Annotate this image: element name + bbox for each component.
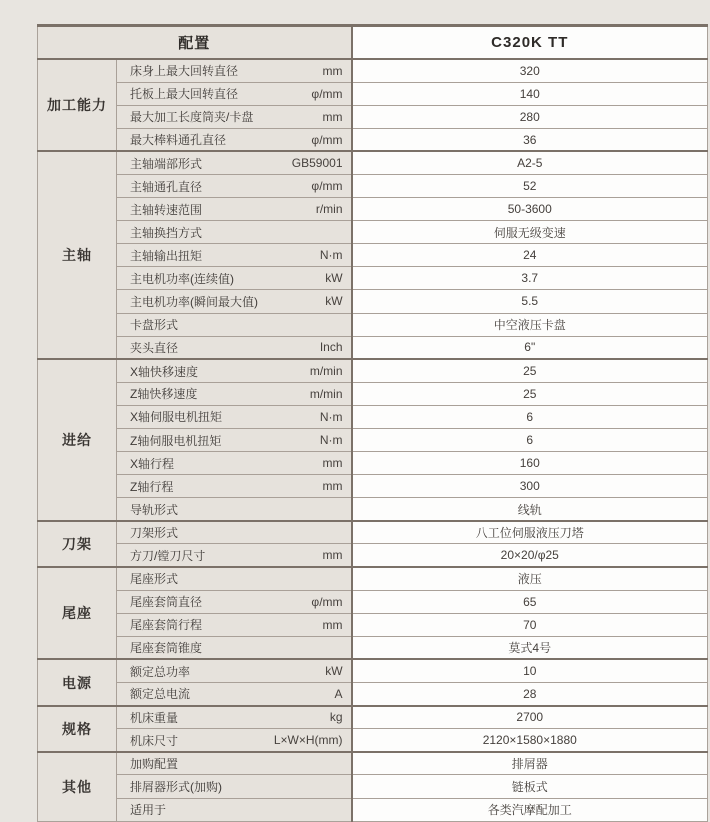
spec-label: X轴快移速度 [130, 364, 199, 379]
spec-name-inner [117, 293, 351, 310]
spec-unit: φ/mm [311, 132, 343, 147]
spec-label: 机床重量 [130, 710, 179, 725]
header-row [38, 26, 708, 60]
spec-name-inner [117, 524, 351, 541]
spec-name-inner [117, 778, 351, 795]
spec-name-inner [117, 339, 351, 356]
spec-label: 托板上最大回转直径 [130, 87, 239, 102]
spec-name-cell [117, 82, 352, 105]
spec-label: 主轴换挡方式 [130, 225, 203, 240]
spec-value-cell: 20×20/φ25 [352, 544, 708, 567]
spec-row [38, 405, 708, 428]
spec-value-cell: 36 [352, 128, 708, 151]
spec-value-cell: 10 [352, 659, 708, 682]
spec-name-inner [117, 270, 351, 287]
spec-unit: N·m [319, 433, 343, 448]
spec-label: Z轴行程 [130, 479, 174, 494]
spec-label: 主电机功率(连续值) [130, 271, 234, 286]
spec-label: 尾座套筒行程 [130, 618, 203, 633]
spec-unit: kW [325, 294, 343, 309]
spec-name-inner [117, 178, 351, 195]
spec-value-cell: 液压 [352, 567, 708, 590]
spec-name-inner [117, 85, 351, 102]
spec-row [38, 590, 708, 613]
spec-name-cell [117, 775, 352, 798]
spec-name-inner [117, 385, 351, 402]
spec-value-cell: 70 [352, 613, 708, 636]
category-cell: 尾座 [38, 567, 117, 659]
spec-value-cell: 6 [352, 405, 708, 428]
spec-name-cell [117, 659, 352, 682]
spec-value-cell: 50-3600 [352, 198, 708, 221]
spec-row [38, 683, 708, 706]
spec-name-inner [117, 547, 351, 564]
spec-unit: kg [329, 710, 343, 725]
spec-name-inner [117, 247, 351, 264]
spec-label: 床身上最大回转直径 [130, 64, 239, 79]
machine-spec-table [37, 24, 708, 822]
spec-name-cell [117, 382, 352, 405]
spec-row [38, 636, 708, 659]
spec-row [38, 567, 708, 590]
spec-label: 主轴输出扭矩 [130, 248, 203, 263]
spec-name-inner [117, 201, 351, 218]
spec-value-cell: 2700 [352, 706, 708, 729]
spec-value-cell: 140 [352, 82, 708, 105]
spec-value-cell: 65 [352, 590, 708, 613]
spec-unit: mm [322, 617, 343, 632]
spec-value-cell: 300 [352, 475, 708, 498]
spec-value-cell: 5.5 [352, 290, 708, 313]
spec-name-cell [117, 151, 352, 174]
category-cell: 主轴 [38, 151, 117, 359]
spec-row [38, 521, 708, 544]
spec-name-inner [117, 639, 351, 656]
spec-name-cell [117, 683, 352, 706]
spec-value-cell: 莫式4号 [352, 636, 708, 659]
spec-name-inner [117, 755, 351, 772]
spec-name-inner [117, 316, 351, 333]
spec-name-inner [117, 570, 351, 587]
spec-value-cell: 160 [352, 452, 708, 475]
spec-label: X轴行程 [130, 456, 175, 471]
spec-name-inner [117, 62, 351, 79]
spec-value-cell: 25 [352, 382, 708, 405]
spec-name-cell [117, 636, 352, 659]
spec-unit: m/min [309, 364, 343, 379]
spec-value-cell: 中空液压卡盘 [352, 313, 708, 336]
spec-name-cell [117, 128, 352, 151]
table-body [38, 59, 708, 821]
spec-name-cell [117, 613, 352, 636]
spec-name-cell [117, 590, 352, 613]
spec-value-cell: 25 [352, 359, 708, 382]
spec-name-cell [117, 198, 352, 221]
spec-row [38, 313, 708, 336]
spec-row [38, 429, 708, 452]
spec-value-cell: 伺服无级变速 [352, 221, 708, 244]
spec-row [38, 174, 708, 197]
spec-label: Z轴伺服电机扭矩 [130, 433, 222, 448]
spec-unit: kW [325, 664, 343, 679]
spec-name-inner [117, 108, 351, 125]
spec-unit: kW [325, 271, 343, 286]
spec-row [38, 706, 708, 729]
spec-row [38, 82, 708, 105]
spec-name-inner [117, 616, 351, 633]
spec-label: 主轴端部形式 [130, 156, 203, 171]
spec-name-inner [117, 363, 351, 380]
spec-label: 机床尺寸 [130, 733, 179, 748]
spec-name-cell [117, 521, 352, 544]
spec-name-inner [117, 478, 351, 495]
spec-label: 适用于 [130, 803, 167, 818]
category-cell: 规格 [38, 706, 117, 752]
spec-row [38, 659, 708, 682]
spec-label: 最大棒料通孔直径 [130, 133, 227, 148]
spec-value-cell: 52 [352, 174, 708, 197]
spec-unit: mm [322, 109, 343, 124]
spec-name-cell [117, 452, 352, 475]
spec-row [38, 359, 708, 382]
spec-unit: A [334, 686, 343, 701]
spec-value-cell: 320 [352, 59, 708, 82]
spec-name-cell [117, 544, 352, 567]
spec-name-cell [117, 290, 352, 313]
category-cell: 电源 [38, 659, 117, 705]
category-cell: 进给 [38, 359, 117, 521]
spec-unit: φ/mm [311, 594, 343, 609]
spec-value-cell: A2-5 [352, 151, 708, 174]
spec-label: 排屑器形式(加购) [130, 779, 222, 794]
spec-label: 额定总功率 [130, 664, 191, 679]
spec-value-cell: 八工位伺服液压刀塔 [352, 521, 708, 544]
spec-name-cell [117, 105, 352, 128]
spec-row [38, 775, 708, 798]
spec-unit: φ/mm [311, 179, 343, 194]
spec-row [38, 613, 708, 636]
spec-row [38, 198, 708, 221]
spec-value-cell: 链板式 [352, 775, 708, 798]
spec-name-inner [117, 155, 351, 172]
spec-row [38, 128, 708, 151]
spec-name-inner [117, 709, 351, 726]
spec-name-cell [117, 221, 352, 244]
spec-label: 卡盘形式 [130, 318, 179, 333]
spec-unit: mm [322, 479, 343, 494]
spec-value-cell: 6 [352, 429, 708, 452]
spec-name-cell [117, 475, 352, 498]
spec-name-cell [117, 359, 352, 382]
spec-label: 尾座形式 [130, 572, 179, 587]
spec-name-cell [117, 59, 352, 82]
spec-unit: L×W×H(mm) [273, 733, 343, 748]
category-cell: 刀架 [38, 521, 117, 567]
spec-label: 夹头直径 [130, 340, 179, 355]
spec-label: 尾座套筒锥度 [130, 641, 203, 656]
spec-value-cell: 排屑器 [352, 752, 708, 775]
spec-unit: mm [322, 456, 343, 471]
spec-unit: GB59001 [291, 156, 343, 171]
spec-name-inner [117, 663, 351, 680]
spec-row [38, 452, 708, 475]
spec-name-inner [117, 224, 351, 241]
spec-unit: mm [322, 548, 343, 563]
spec-name-cell [117, 244, 352, 267]
spec-unit: Inch [319, 340, 343, 355]
spec-unit: φ/mm [311, 86, 343, 101]
spec-name-cell [117, 752, 352, 775]
spec-row [38, 336, 708, 359]
spec-value-cell: 线轨 [352, 498, 708, 521]
spec-row [38, 752, 708, 775]
spec-row [38, 475, 708, 498]
spec-name-inner [117, 801, 351, 818]
spec-name-cell [117, 405, 352, 428]
spec-name-inner [117, 685, 351, 702]
spec-row [38, 221, 708, 244]
spec-row [38, 729, 708, 752]
spec-name-cell [117, 336, 352, 359]
spec-value-cell: 各类汽摩配加工 [352, 798, 708, 821]
spec-name-inner [117, 732, 351, 749]
spec-value-cell: 24 [352, 244, 708, 267]
spec-name-cell [117, 174, 352, 197]
spec-label: 方刀/镗刀尺寸 [130, 548, 206, 563]
spec-row [38, 498, 708, 521]
spec-row [38, 105, 708, 128]
spec-label: 最大加工长度筒夹/卡盘 [130, 110, 254, 125]
spec-label: X轴伺服电机扭矩 [130, 410, 223, 425]
model-header-cell: C320K TT [352, 26, 708, 60]
spec-name-cell [117, 498, 352, 521]
spec-name-cell [117, 798, 352, 821]
spec-name-cell [117, 706, 352, 729]
spec-name-inner [117, 408, 351, 425]
spec-value-cell: 280 [352, 105, 708, 128]
spec-unit: N·m [319, 248, 343, 263]
spec-label: 主电机功率(瞬间最大值) [130, 294, 258, 309]
spec-unit: m/min [309, 386, 343, 401]
spec-label: 尾座套筒直径 [130, 595, 203, 610]
spec-label: 导轨形式 [130, 502, 179, 517]
category-cell: 其他 [38, 752, 117, 821]
spec-row [38, 544, 708, 567]
table-header [38, 26, 708, 60]
spec-name-inner [117, 501, 351, 518]
spec-row [38, 151, 708, 174]
spec-name-cell [117, 267, 352, 290]
spec-label: 加购配置 [130, 757, 179, 772]
spec-label: 主轴转速范围 [130, 202, 203, 217]
spec-row [38, 59, 708, 82]
spec-label: 额定总电流 [130, 687, 191, 702]
spec-value-cell: 28 [352, 683, 708, 706]
spec-row [38, 244, 708, 267]
spec-name-inner [117, 455, 351, 472]
spec-row [38, 798, 708, 821]
spec-row [38, 290, 708, 313]
spec-name-cell [117, 567, 352, 590]
spec-name-inner [117, 593, 351, 610]
spec-name-inner [117, 432, 351, 449]
spec-name-cell [117, 313, 352, 336]
spec-label: 刀架形式 [130, 526, 179, 541]
config-header-cell: 配置 [38, 26, 352, 60]
spec-label: Z轴快移速度 [130, 387, 198, 402]
spec-row [38, 382, 708, 405]
spec-name-inner [117, 131, 351, 148]
spec-unit: r/min [315, 202, 343, 217]
spec-label: 主轴通孔直径 [130, 179, 203, 194]
spec-unit: mm [322, 63, 343, 78]
category-cell: 加工能力 [38, 59, 117, 151]
spec-value-cell: 2120×1580×1880 [352, 729, 708, 752]
spec-value-cell: 6" [352, 336, 708, 359]
spec-name-cell [117, 729, 352, 752]
spec-row [38, 267, 708, 290]
spec-value-cell: 3.7 [352, 267, 708, 290]
spec-name-cell [117, 429, 352, 452]
spec-unit: N·m [319, 409, 343, 424]
